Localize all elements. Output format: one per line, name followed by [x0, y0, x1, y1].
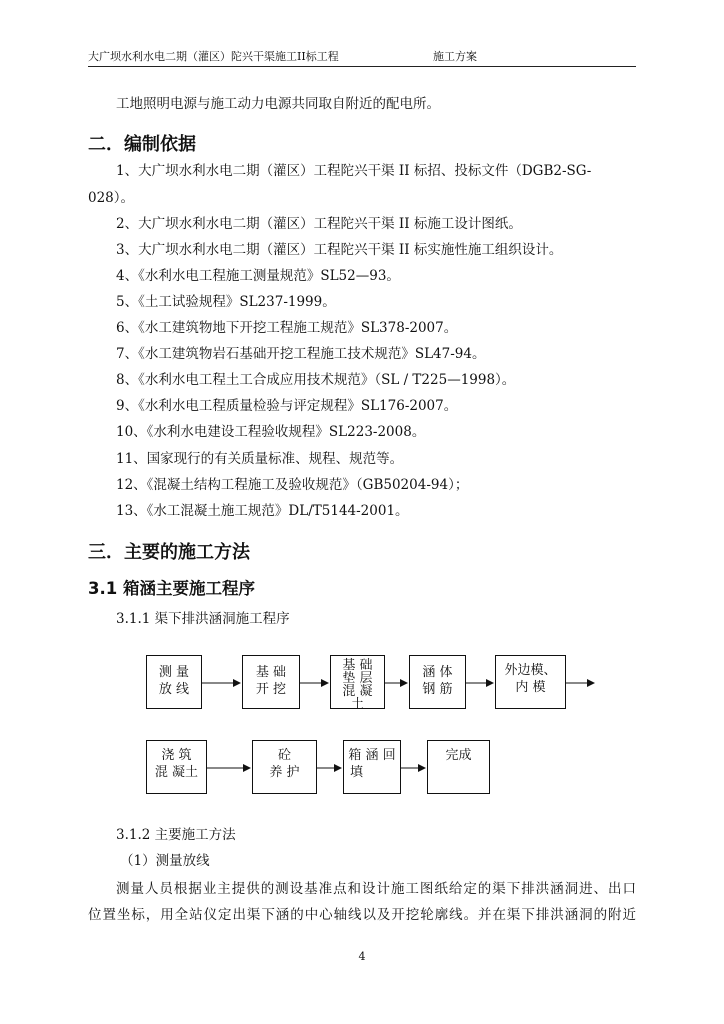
flow-step-complete: 完成	[427, 740, 490, 794]
flow-step-formwork: 外边模、 内 模	[495, 655, 566, 709]
method-survey-title: （1）测量放线	[120, 853, 210, 869]
method-paragraph-line1: 测量人员根据业主提供的测设基准点和设计施工图纸给定的渠下排洪涵洞进、出口	[116, 881, 636, 897]
header-doc-type: 施工方案	[433, 50, 477, 63]
subsection-3-1-1: 3.1.1 渠下排洪涵洞施工程序	[116, 611, 290, 627]
flow-step-excavation: 基 础 开 挖	[242, 655, 300, 709]
ref-item-1: 1、大广坝水利水电二期（灌区）工程陀兴干渠 II 标招、投标文件（DGB2-SG-	[116, 163, 592, 179]
flow-step-cushion-concrete: 基 础 垫 层 混 凝 土	[330, 655, 385, 709]
section2-heading: 二．编制依据	[88, 134, 196, 155]
ref-item-9: 9、《水利水电工程质量检验与评定规程》SL176-2007。	[116, 398, 458, 414]
ref-item-5: 5、《土工试验规程》SL237-1999。	[116, 294, 336, 310]
flow-step-pour-concrete: 浇 筑 混 凝土	[146, 740, 207, 794]
header-project-title: 大广坝水利水电二期（灌区）陀兴干渠施工II标工程	[88, 50, 339, 63]
ref-item-11: 11、国家现行的有关质量标准、规程、规范等。	[116, 451, 404, 467]
flow-step-backfill: 箱 涵 回 填	[343, 740, 401, 794]
ref-item-3: 3、大广坝水利水电二期（灌区）工程陀兴干渠 II 标实施性施工组织设计。	[116, 242, 563, 258]
flow-step-curing: 砼 养 护	[252, 740, 317, 794]
subsection-3-1-2: 3.1.2 主要施工方法	[116, 827, 236, 843]
ref-item-8: 8、《水利水电工程土工合成应用技术规范》（SL / T225—1998）。	[116, 372, 516, 388]
subsection-3-1-heading: 3.1 箱涵主要施工程序	[88, 579, 255, 598]
intro-paragraph: 工地照明电源与施工动力电源共同取自附近的配电所。	[116, 96, 440, 112]
ref-item-10: 10、《水利水电建设工程验收规程》SL223-2008。	[116, 424, 426, 440]
flow-step-survey: 测 量 放 线	[146, 655, 202, 709]
ref-item-1-cont: 028）。	[88, 190, 135, 206]
ref-item-6: 6、《水工建筑物地下开挖工程施工规范》SL378-2007。	[116, 320, 458, 336]
ref-item-2: 2、大广坝水利水电二期（灌区）工程陀兴干渠 II 标施工设计图纸。	[116, 216, 522, 232]
ref-item-7: 7、《水工建筑物岩石基础开挖工程施工技术规范》SL47-94。	[116, 346, 486, 362]
ref-item-4: 4、《水利水电工程施工测量规范》SL52—93。	[116, 268, 400, 284]
method-paragraph-line2: 位置坐标，用全站仪定出渠下涵的中心轴线以及开挖轮廓线。并在渠下排洪涵洞的附近	[88, 907, 636, 923]
section3-heading: 三．主要的施工方法	[88, 542, 250, 563]
flow-step-rebar: 涵 体 钢 筋	[409, 655, 466, 709]
page-number: 4	[358, 950, 366, 963]
ref-item-13: 13、《水工混凝土施工规范》DL/T5144-2001。	[116, 503, 409, 519]
ref-item-12: 12、《混凝土结构工程施工及验收规范》（GB50204-94）；	[116, 477, 469, 493]
